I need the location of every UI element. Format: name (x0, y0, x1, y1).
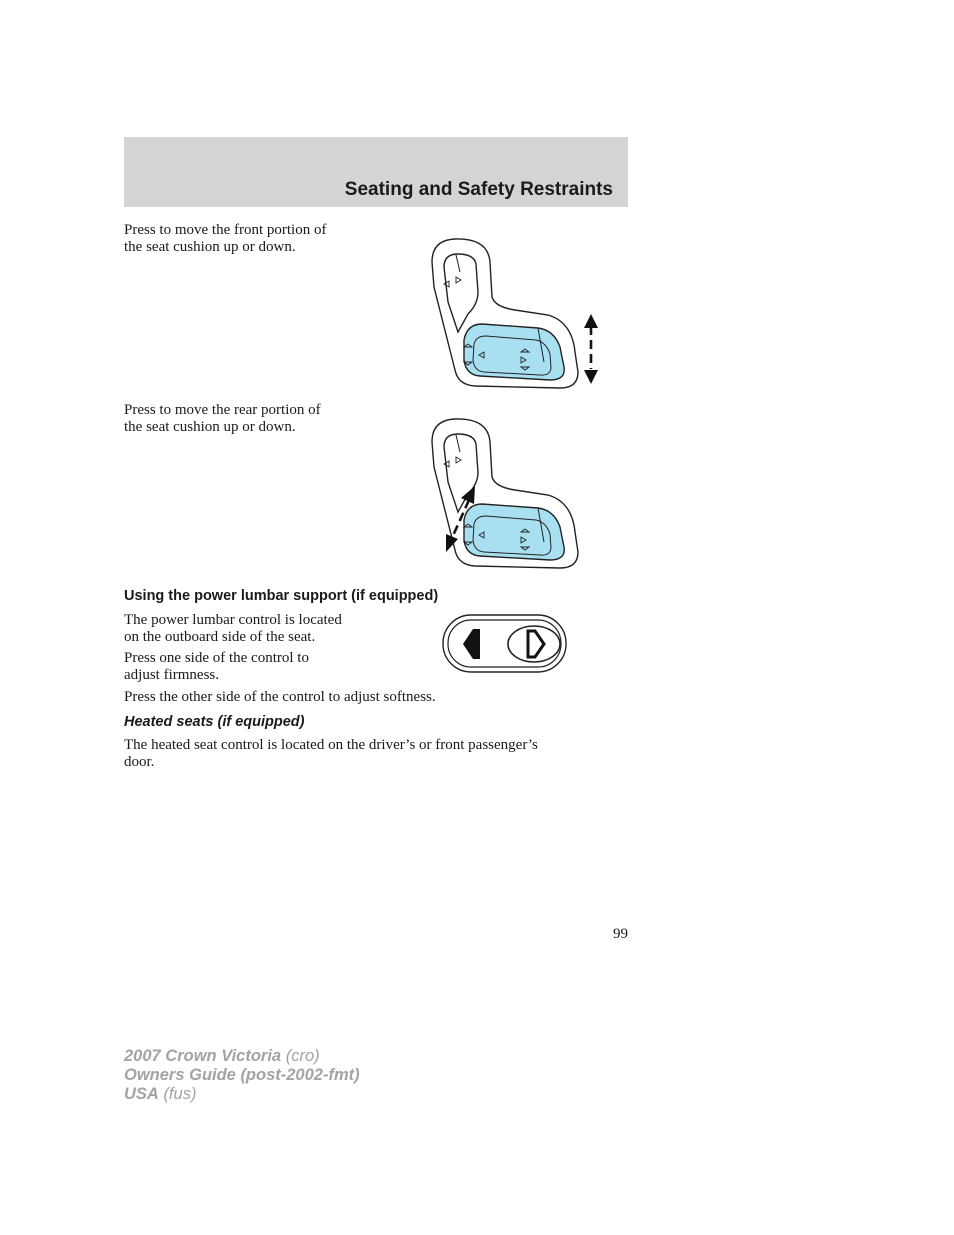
lumbar-firmness-line-2: adjust firmness. (124, 667, 219, 683)
lumbar-firmness-text (124, 650, 309, 684)
footer-line-2 (124, 1066, 360, 1085)
lumbar-location-line-2: on the outboard side of the seat. (124, 629, 316, 645)
front-cushion-line-1: Press to move the front portion of (124, 222, 327, 238)
heated-seats-heading: Heated seats (if equipped) (124, 714, 305, 730)
section-title: Seating and Safety Restraints (344, 179, 613, 200)
footer-model: 2007 Crown Victoria (124, 1047, 282, 1065)
footer-market: USA (124, 1085, 159, 1103)
heated-seats-line-2: door. (124, 754, 155, 770)
lumbar-location-line-1: The power lumbar control is located (124, 612, 342, 628)
footer-line-1 (124, 1047, 360, 1066)
document-footer (124, 1047, 360, 1104)
rear-cushion-line-2: the seat cushion up or down. (124, 419, 296, 435)
rear-cushion-control-illustration (420, 412, 610, 572)
footer-line-3 (124, 1085, 360, 1104)
lumbar-control-illustration (440, 612, 570, 676)
heated-seats-text (124, 737, 538, 771)
front-cushion-line-2: the seat cushion up or down. (124, 239, 296, 255)
footer-guide: Owners Guide (post-2002-fmt) (124, 1066, 360, 1084)
lumbar-firmness-line-1: Press one side of the control to (124, 650, 309, 666)
heated-seats-line-1: The heated seat control is located on the driver’s or front passenger’s (124, 737, 538, 753)
lumbar-heading: Using the power lumbar support (if equipped) (124, 588, 439, 604)
section-header-band (124, 137, 628, 207)
lumbar-location-text (124, 612, 342, 646)
lumbar-softness-text: Press the other side of the control to adjust softness. (124, 689, 436, 705)
footer-market-code: (fus) (163, 1085, 197, 1103)
rear-cushion-line-1: Press to move the rear portion of (124, 402, 321, 418)
footer-model-code: (cro) (285, 1047, 320, 1065)
front-cushion-control-illustration (420, 232, 610, 392)
page-number: 99 (613, 926, 628, 942)
rear-cushion-instruction (124, 402, 321, 436)
front-cushion-instruction (124, 222, 326, 256)
